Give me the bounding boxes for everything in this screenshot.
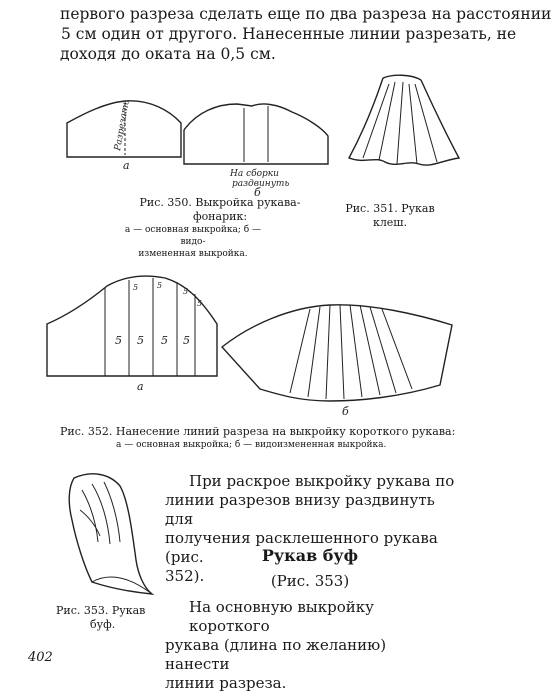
- fig352-label-a: а: [137, 380, 144, 393]
- fig350-caption-line: Рис. 350. Выкройка рукава-: [139, 196, 301, 209]
- fig351-caption-line: клеш.: [372, 216, 408, 229]
- fig352-pattern-b: [220, 285, 460, 418]
- section-title: Рукав буф: [261, 546, 359, 565]
- fig352-mark: 5: [183, 287, 189, 296]
- puff-paragraph-line: линии разреза.: [165, 674, 287, 692]
- fig351-caption: [340, 202, 440, 230]
- page-number: 402: [28, 650, 53, 665]
- fig352-caption: [60, 425, 480, 451]
- fig350-label-b: б: [254, 186, 261, 199]
- intro-line: 5 см один от другого. Нанесенные линии разрезать, не: [61, 25, 517, 43]
- fig350-spread-label-2: раздвинуть: [232, 179, 290, 189]
- fig352-mark: 5: [157, 281, 163, 290]
- fig353-caption: [56, 604, 166, 632]
- intro-paragraph: [60, 4, 551, 64]
- fig350-pattern-b: [182, 100, 332, 199]
- fig351-caption-line: Рис. 351. Рукав: [345, 202, 435, 215]
- fig350-spread-label-1: На сборки: [230, 169, 279, 179]
- fig352-mark: 5: [137, 334, 144, 347]
- fig352-caption-line: а — основная выкройка; б — видоизмененная выкройка.: [116, 440, 387, 450]
- intro-line: первого разреза сделать еще по два разреза на расстоянии: [60, 5, 551, 23]
- fig352-mark: 5: [115, 334, 122, 347]
- fig353-caption-line: буф.: [90, 618, 116, 631]
- fig352-mark: 5: [133, 283, 139, 292]
- fig352-mark: 5: [183, 334, 190, 347]
- puff-paragraph-line: рукава (длина по желанию) нанести: [165, 636, 387, 673]
- fig350-caption-sub-line: а — основная выкройка; б — видо-: [124, 225, 262, 247]
- fig353-caption-line: Рис. 353. Рукав: [56, 604, 146, 617]
- fig352-pattern-a: [45, 270, 225, 393]
- flare-paragraph: [165, 472, 455, 586]
- fig350-caption-sub-line: измененная выкройка.: [138, 249, 248, 259]
- fig350-caption: [120, 196, 320, 224]
- fig350-pattern-a: [65, 95, 185, 175]
- section-figure-ref: (Рис. 353): [270, 572, 350, 590]
- fig352-mark: 5: [197, 299, 203, 308]
- flare-paragraph-line: 352).: [165, 567, 205, 585]
- fig353-puff-sleeve-drawing: [62, 470, 157, 600]
- fig350-caption-sub: [118, 224, 268, 260]
- flare-paragraph-line: линии разрезов внизу раздвинуть для: [165, 491, 435, 528]
- fig352-mark: 5: [161, 334, 168, 347]
- fig351-flared-sleeve-drawing: [345, 72, 465, 172]
- puff-paragraph-line: На основную выкройку короткого: [189, 598, 374, 635]
- flare-paragraph-line: При раскрое выкройку рукава по: [189, 472, 455, 490]
- puff-paragraph: [165, 598, 455, 693]
- fig350-caption-line: фонарик:: [192, 210, 248, 223]
- fig352-label-b: б: [342, 405, 349, 418]
- flare-paragraph-line: получения расклешенного рукава (рис.: [165, 529, 438, 566]
- fig350-cut-label: Разрезать: [113, 99, 132, 152]
- intro-line: доходя до оката на 0,5 см.: [60, 45, 276, 63]
- fig352-caption-line: Рис. 352. Нанесение линий разреза на выкройку короткого рукава:: [60, 425, 456, 438]
- fig350-label-a: а: [123, 159, 130, 172]
